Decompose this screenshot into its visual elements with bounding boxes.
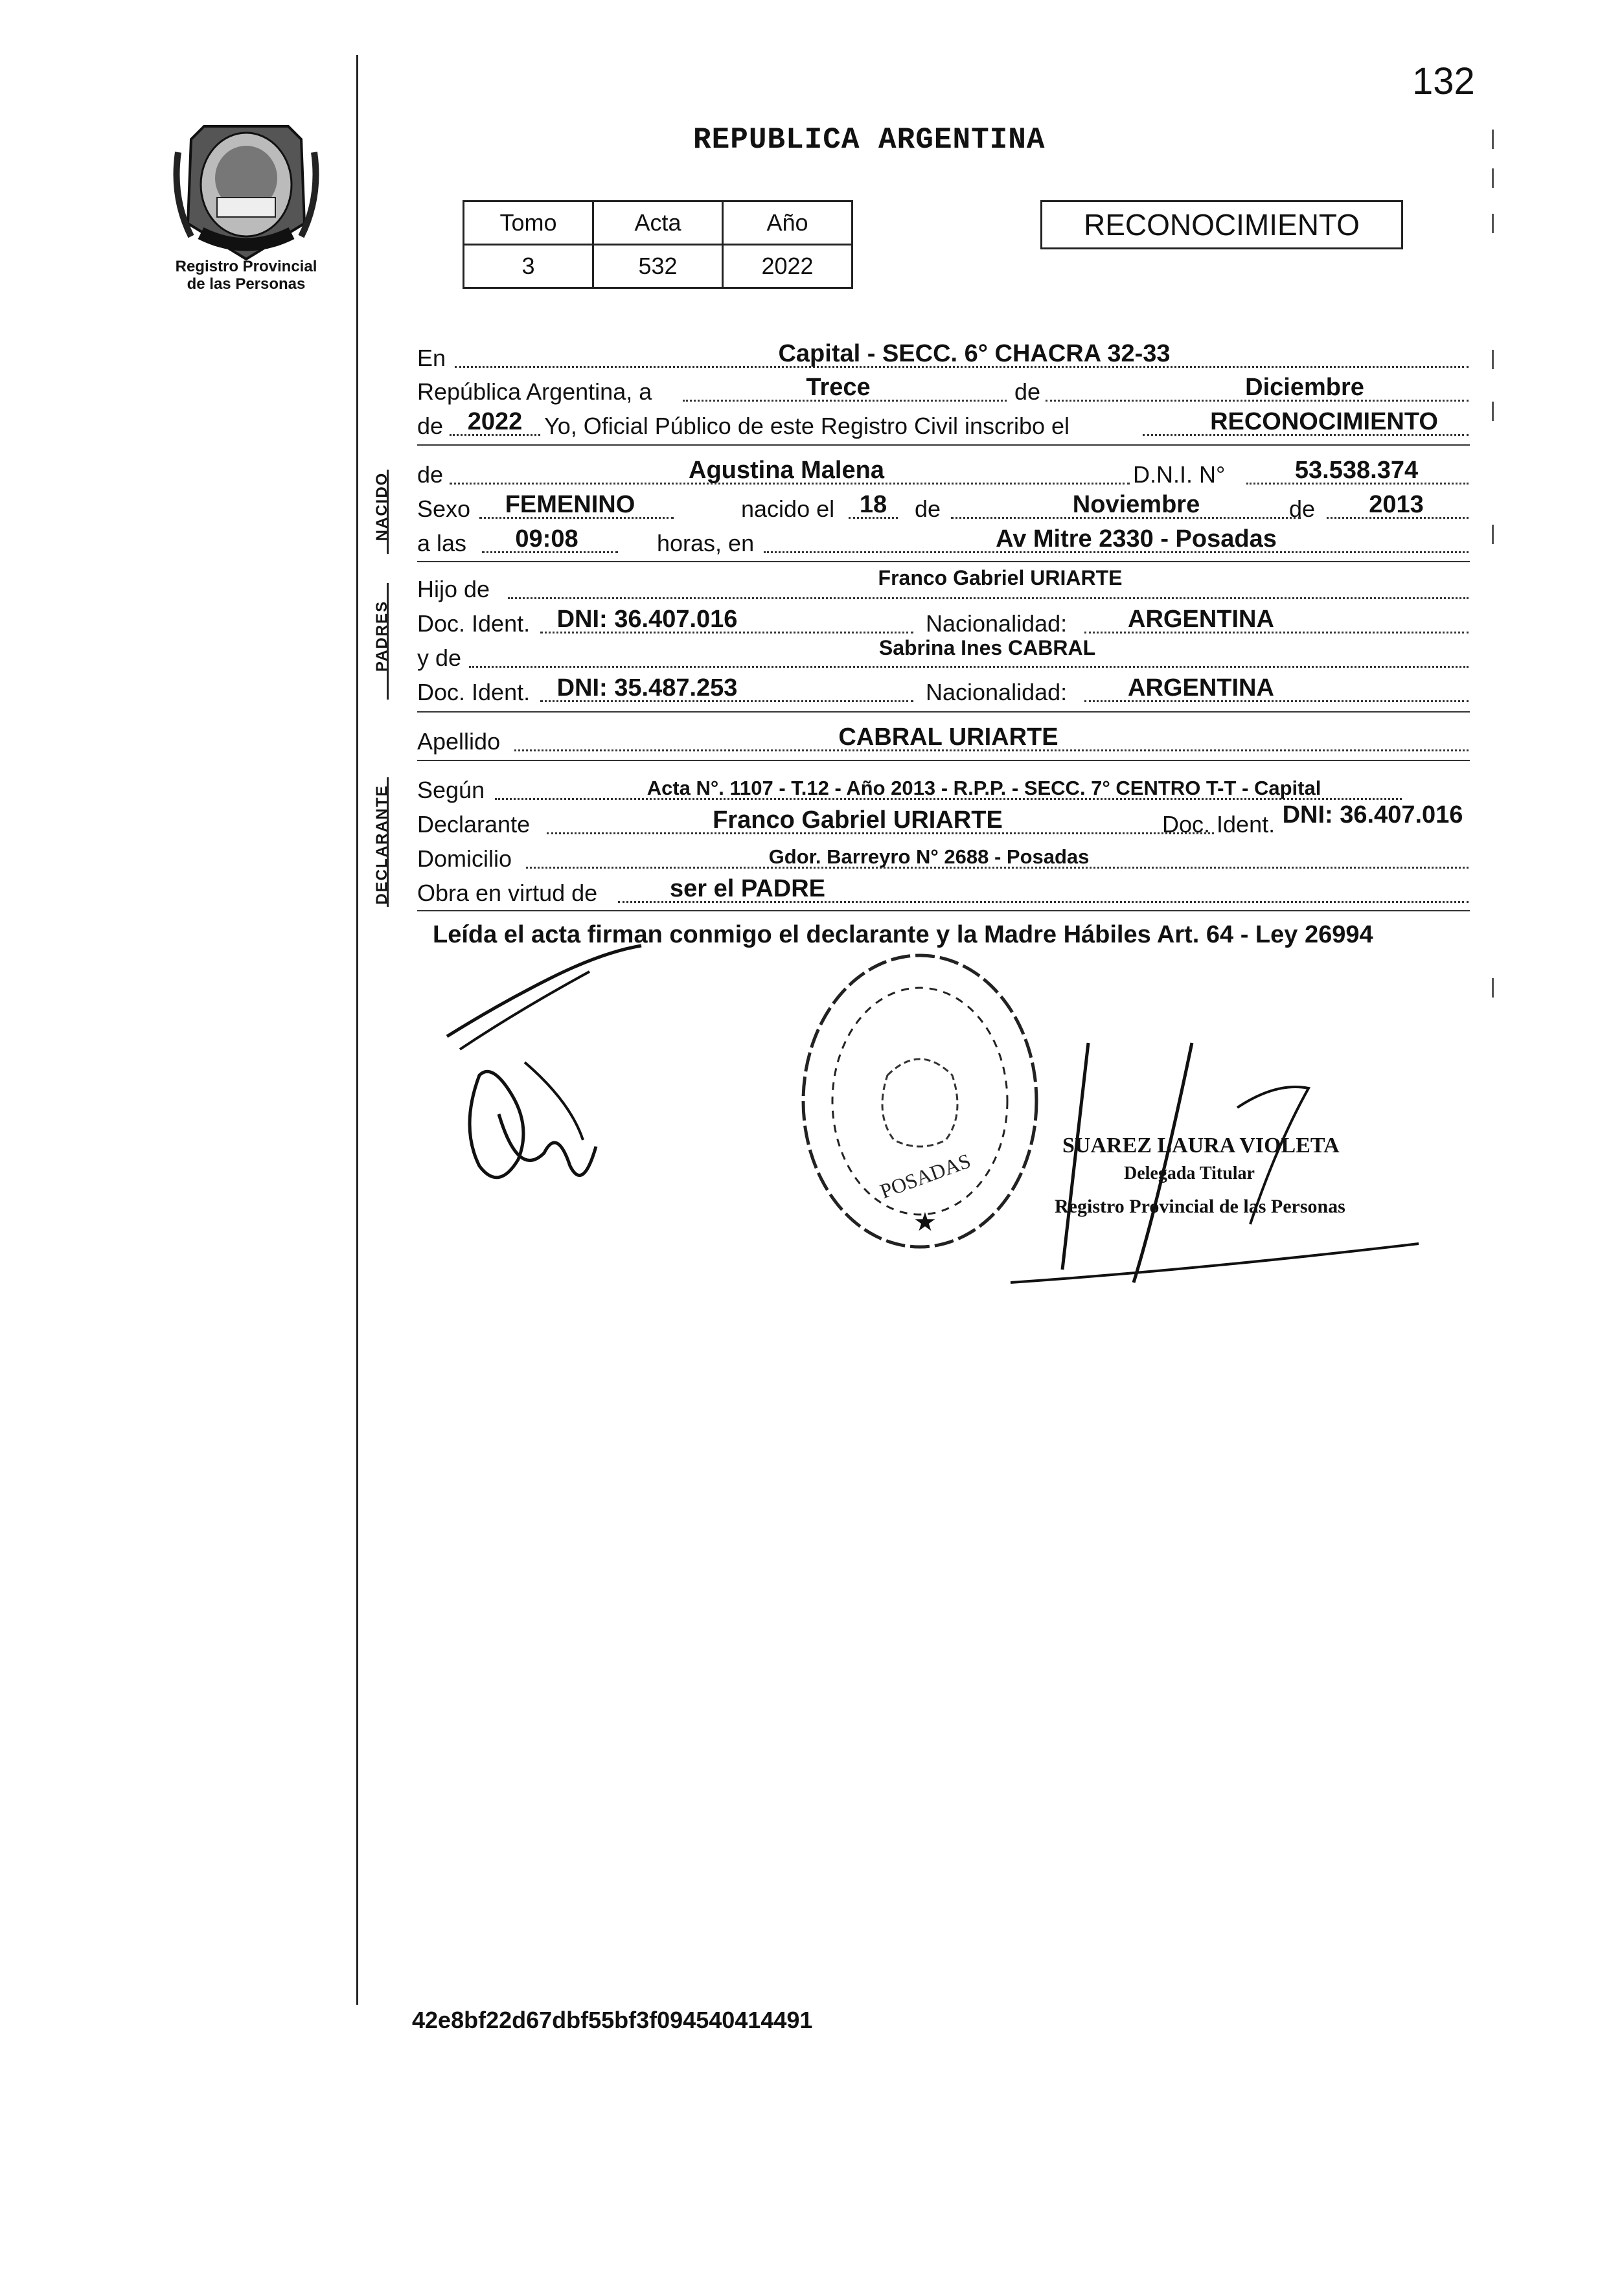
label-y-de: y de	[417, 645, 462, 671]
value-madre: Sabrina Ines CABRAL	[878, 636, 1096, 659]
page-number: 132	[1412, 60, 1475, 102]
edge-mark	[1492, 978, 1494, 998]
edge-mark	[1492, 214, 1494, 233]
label-de: de	[1014, 378, 1041, 405]
form-line-madre-doc	[417, 671, 1470, 706]
form-line-domicilio	[417, 838, 1470, 873]
form-line-sexo	[417, 488, 1470, 523]
value-madre-dni: DNI: 35.487.253	[556, 674, 738, 702]
form-line-en	[417, 337, 1470, 372]
form-line-madre	[417, 637, 1470, 672]
label-doc-ident-declarante: Doc. Ident.	[1162, 811, 1275, 838]
label-de-month: de	[915, 496, 941, 522]
label-a-las: a las	[417, 530, 467, 556]
value-nombre: Agustina Malena	[689, 457, 884, 484]
value-birth-month: Noviembre	[1072, 491, 1200, 518]
value-dni: 53.538.374	[1294, 457, 1419, 484]
registry-value-tomo: 3	[464, 245, 593, 288]
label-sexo: Sexo	[417, 496, 471, 522]
label-en: En	[417, 345, 446, 371]
value-hora: 09:08	[515, 525, 578, 553]
value-padre-dni: DNI: 36.407.016	[556, 606, 738, 633]
label-de-birth-year: de	[1289, 496, 1316, 522]
label-doc-ident: Doc. Ident.	[417, 610, 531, 637]
value-padre-nacionalidad: ARGENTINA	[1128, 606, 1274, 633]
section-separator	[417, 910, 1470, 911]
registry-value-acta: 532	[593, 245, 723, 288]
value-obra: ser el PADRE	[669, 875, 826, 902]
section-separator	[417, 711, 1470, 713]
stamp-star-icon: ★	[913, 1208, 937, 1237]
edge-mark	[1492, 350, 1494, 369]
side-label-nacido: NACIDO	[373, 472, 391, 542]
value-madre-nacionalidad: ARGENTINA	[1128, 674, 1274, 702]
edge-mark	[1492, 402, 1494, 421]
registry-header-anio: Año	[723, 201, 852, 245]
label-inscribo: Yo, Oficial Público de este Registro Civil inscribo el	[544, 413, 1070, 439]
side-label-declarante: DECLARANTE	[373, 784, 391, 905]
label-nacionalidad: Nacionalidad:	[926, 610, 1068, 637]
value-sexo: FEMENINO	[505, 491, 635, 518]
section-separator	[417, 561, 1470, 562]
registry-header-tomo: Tomo	[464, 201, 593, 245]
document-type-box: RECONOCIMIENTO	[1040, 200, 1403, 249]
closing-statement: Leída el acta firman conmigo el declarante y la Madre Hábiles Art. 64 - Ley 26994	[433, 921, 1373, 948]
registry-table	[463, 200, 853, 289]
label-de-year: de	[417, 413, 444, 439]
value-place: Capital - SECC. 6° CHACRA 32-33	[778, 340, 1171, 367]
section-separator	[417, 444, 1470, 446]
form-line-segun	[417, 769, 1470, 804]
form-line-hora	[417, 522, 1470, 557]
value-domicilio: Gdor. Barreyro N° 2688 - Posadas	[768, 845, 1090, 868]
margin-rule	[356, 55, 358, 2005]
label-obra: Obra en virtud de	[417, 880, 598, 906]
value-year: 2022	[467, 408, 523, 435]
label-declarante: Declarante	[417, 811, 531, 838]
edge-mark	[1492, 130, 1494, 149]
form-line-anio	[417, 405, 1470, 440]
label-dni: D.N.I. N°	[1133, 461, 1226, 488]
logo-caption	[139, 258, 353, 293]
side-label-padres: PADRES	[373, 600, 391, 672]
value-declarante: Franco Gabriel URIARTE	[713, 806, 1003, 834]
value-declarante-dni: DNI: 36.407.016	[1282, 801, 1463, 828]
official-organization: Registro Provincial de las Personas	[1055, 1196, 1345, 1217]
value-acto: RECONOCIMIENTO	[1210, 408, 1438, 435]
form-line-padre-doc	[417, 602, 1470, 637]
document-title: REPUBLICA ARGENTINA	[693, 123, 1046, 157]
value-birth-year: 2013	[1369, 491, 1424, 518]
label-apellido: Apellido	[417, 728, 501, 755]
form-line-padre	[417, 568, 1470, 603]
document-hash: 42e8bf22d67dbf55bf3f094540414491	[412, 2007, 813, 2033]
dotted-fill	[469, 666, 1469, 668]
label-doc-ident: Doc. Ident.	[417, 679, 531, 705]
label-horas-en: horas, en	[657, 530, 755, 556]
official-name: SUAREZ LAURA VIOLETA	[1062, 1134, 1340, 1158]
value-lugar: Av Mitre 2330 - Posadas	[996, 525, 1277, 553]
label-de-nombre: de	[417, 461, 444, 488]
section-separator	[417, 760, 1470, 761]
value-apellido: CABRAL URIARTE	[838, 724, 1058, 751]
logo-caption-line1: Registro Provincial	[175, 258, 317, 275]
value-padre: Franco Gabriel URIARTE	[878, 566, 1123, 589]
form-line-obra	[417, 872, 1470, 907]
form-line-declarante	[417, 803, 1470, 838]
label-republica: República Argentina, a	[417, 378, 652, 405]
dotted-fill	[508, 597, 1469, 599]
edge-mark	[1492, 525, 1494, 544]
label-hijo-de: Hijo de	[417, 576, 490, 602]
label-segun: Según	[417, 777, 485, 803]
label-nacionalidad: Nacionalidad:	[926, 679, 1068, 705]
official-role: Delegada Titular	[1124, 1163, 1255, 1183]
stamp-center-text: POSADAS	[876, 1148, 974, 1204]
form-line-fecha	[417, 371, 1470, 405]
label-domicilio: Domicilio	[417, 845, 512, 872]
registry-value-anio: 2022	[723, 245, 852, 288]
province-emblem-logo	[165, 113, 327, 269]
form-line-apellido	[417, 720, 1470, 755]
value-day: Trece	[806, 374, 871, 401]
value-birth-day: 18	[859, 491, 887, 518]
registry-header-acta: Acta	[593, 201, 723, 245]
value-month: Diciembre	[1245, 374, 1364, 401]
form-line-nombre	[417, 453, 1470, 488]
edge-mark	[1492, 168, 1494, 188]
value-segun: Acta N°. 1107 - T.12 - Año 2013 - R.P.P. - SECC. 7° CENTRO T-T - Capital	[646, 777, 1321, 799]
logo-caption-line2: de las Personas	[187, 275, 306, 293]
declarant-signature	[421, 933, 823, 1205]
label-nacido-el: nacido el	[741, 496, 835, 522]
